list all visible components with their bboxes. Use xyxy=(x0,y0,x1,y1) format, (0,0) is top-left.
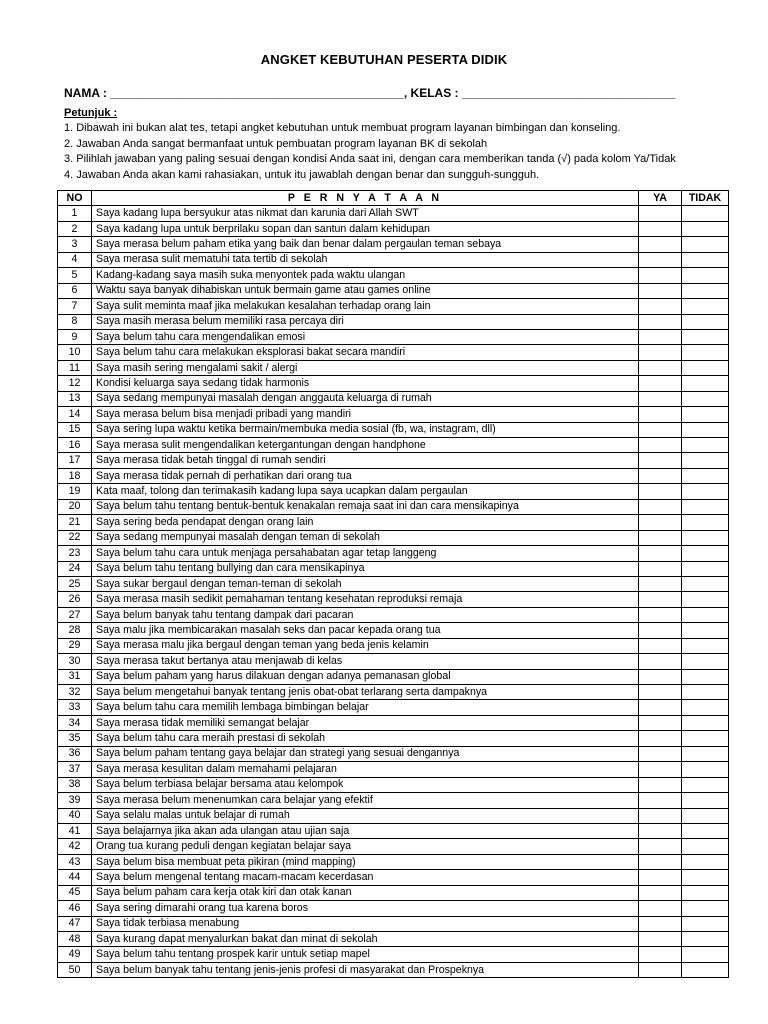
row-statement: Saya belum tahu cara melakukan eksplorasi bakat secara mandiri xyxy=(92,345,639,360)
row-number: 39 xyxy=(58,793,92,808)
answer-ya-cell[interactable] xyxy=(639,762,682,777)
row-number: 36 xyxy=(58,746,92,761)
table-row xyxy=(58,731,729,746)
answer-ya-cell[interactable] xyxy=(639,700,682,715)
answer-tidak-cell[interactable] xyxy=(682,654,729,669)
answer-tidak-cell[interactable] xyxy=(682,438,729,453)
row-number: 37 xyxy=(58,762,92,777)
answer-ya-cell[interactable] xyxy=(639,854,682,869)
row-statement: Saya kadang lupa bersyukur atas nikmat dan karunia dari Allah SWT xyxy=(92,206,639,221)
table-row xyxy=(58,685,729,700)
row-statement: Saya sedang mempunyai masalah dengan teman di sekolah xyxy=(92,530,639,545)
answer-ya-cell[interactable] xyxy=(639,607,682,622)
row-statement: Kondisi keluarga saya sedang tidak harmonis xyxy=(92,376,639,391)
answer-tidak-cell[interactable] xyxy=(682,823,729,838)
questionnaire-table xyxy=(57,190,729,978)
row-number: 22 xyxy=(58,530,92,545)
row-number: 28 xyxy=(58,623,92,638)
table-row xyxy=(58,546,729,561)
answer-tidak-cell[interactable] xyxy=(682,746,729,761)
instruction-item-4: 4. Jawaban Anda akan kami rahasiakan, untuk itu jawablah dengan benar dan sungguh-sungguh. xyxy=(64,168,540,181)
header-no: NO xyxy=(58,191,92,206)
answer-tidak-cell[interactable] xyxy=(682,546,729,561)
answer-tidak-cell[interactable] xyxy=(682,731,729,746)
row-statement: Kata maaf, tolong dan terimakasih kadang lupa saya ucapkan dalam pergaulan xyxy=(92,484,639,499)
answer-ya-cell[interactable] xyxy=(639,376,682,391)
table-row xyxy=(58,468,729,483)
table-row xyxy=(58,947,729,962)
instruction-item-2: 2. Jawaban Anda sangat bermanfaat untuk pembuatan program layanan BK di sekolah xyxy=(64,137,488,150)
header-ya: YA xyxy=(639,191,682,206)
row-number: 45 xyxy=(58,885,92,900)
row-number: 48 xyxy=(58,932,92,947)
table-row xyxy=(58,669,729,684)
row-statement: Saya belum paham tentang gaya belajar dan strategi yang sesuai dengannya xyxy=(92,746,639,761)
table-row xyxy=(58,299,729,314)
answer-tidak-cell[interactable] xyxy=(682,407,729,422)
answer-tidak-cell[interactable] xyxy=(682,484,729,499)
row-statement: Saya belum banyak tahu tentang jenis-jenis profesi di masyarakat dan Prospeknya xyxy=(92,962,639,977)
row-statement: Saya belum tahu cara mengendalikan emosi xyxy=(92,329,639,344)
answer-ya-cell[interactable] xyxy=(639,206,682,221)
answer-ya-cell[interactable] xyxy=(639,592,682,607)
row-statement: Saya belum tahu cara memilih lembaga bimbingan belajar xyxy=(92,700,639,715)
instructions-block xyxy=(64,106,676,183)
answer-ya-cell[interactable] xyxy=(639,932,682,947)
answer-tidak-cell[interactable] xyxy=(682,885,729,900)
answer-tidak-cell[interactable] xyxy=(682,700,729,715)
answer-ya-cell[interactable] xyxy=(639,746,682,761)
row-number: 5 xyxy=(58,268,92,283)
row-number: 44 xyxy=(58,870,92,885)
table-row xyxy=(58,576,729,591)
row-number: 15 xyxy=(58,422,92,437)
row-statement: Saya belum tahu tentang bullying dan cara mensikapinya xyxy=(92,561,639,576)
row-number: 23 xyxy=(58,546,92,561)
answer-ya-cell[interactable] xyxy=(639,623,682,638)
table-row xyxy=(58,654,729,669)
answer-tidak-cell[interactable] xyxy=(682,607,729,622)
row-statement: Kadang-kadang saya masih suka menyontek pada waktu ulangan xyxy=(92,268,639,283)
table-row xyxy=(58,453,729,468)
row-number: 12 xyxy=(58,376,92,391)
answer-ya-cell[interactable] xyxy=(639,638,682,653)
row-number: 8 xyxy=(58,314,92,329)
row-number: 18 xyxy=(58,468,92,483)
table-row xyxy=(58,438,729,453)
table-row xyxy=(58,515,729,530)
answer-ya-cell[interactable] xyxy=(639,823,682,838)
row-statement: Saya merasa tidak betah tinggal di rumah sendiri xyxy=(92,453,639,468)
answer-tidak-cell[interactable] xyxy=(682,561,729,576)
row-number: 17 xyxy=(58,453,92,468)
row-statement: Saya sering beda pendapat dengan orang lain xyxy=(92,515,639,530)
table-row xyxy=(58,823,729,838)
table-row xyxy=(58,808,729,823)
row-statement: Saya merasa sulit mengendalikan ketergantungan dengan handphone xyxy=(92,438,639,453)
row-statement: Saya malu jika membicarakan masalah seks dan pacar kepada orang tua xyxy=(92,623,639,638)
row-statement: Saya sering lupa waktu ketika bermain/membuka media sosial (fb, wa, instagram, dll) xyxy=(92,422,639,437)
row-statement: Saya merasa takut bertanya atau menjawab di kelas xyxy=(92,654,639,669)
answer-ya-cell[interactable] xyxy=(639,391,682,406)
row-statement: Saya tidak terbiasa menabung xyxy=(92,916,639,931)
row-statement: Saya merasa tidak memiliki semangat belajar xyxy=(92,715,639,730)
table-row xyxy=(58,360,729,375)
row-number: 29 xyxy=(58,638,92,653)
answer-tidak-cell[interactable] xyxy=(682,360,729,375)
row-number: 10 xyxy=(58,345,92,360)
answer-tidak-cell[interactable] xyxy=(682,669,729,684)
table-row xyxy=(58,422,729,437)
answer-ya-cell[interactable] xyxy=(639,685,682,700)
row-number: 6 xyxy=(58,283,92,298)
row-statement: Saya selalu malas untuk belajar di rumah xyxy=(92,808,639,823)
row-statement: Saya merasa masih sedikit pemahaman tentang kesehatan reproduksi remaja xyxy=(92,592,639,607)
table-header-row xyxy=(58,191,729,206)
row-statement: Saya sulit meminta maaf jika melakukan kesalahan terhadap orang lain xyxy=(92,299,639,314)
answer-tidak-cell[interactable] xyxy=(682,947,729,962)
row-number: 11 xyxy=(58,360,92,375)
row-number: 30 xyxy=(58,654,92,669)
document-title: ANGKET KEBUTUHAN PESERTA DIDIK xyxy=(260,52,508,67)
row-number: 50 xyxy=(58,962,92,977)
table-row xyxy=(58,916,729,931)
row-statement: Saya merasa kesulitan dalam memahami pelajaran xyxy=(92,762,639,777)
answer-tidak-cell[interactable] xyxy=(682,453,729,468)
table-row xyxy=(58,345,729,360)
answer-tidak-cell[interactable] xyxy=(682,576,729,591)
answer-ya-cell[interactable] xyxy=(639,731,682,746)
row-statement: Saya belum banyak tahu tentang dampak dari pacaran xyxy=(92,607,639,622)
row-number: 3 xyxy=(58,237,92,252)
answer-tidak-cell[interactable] xyxy=(682,468,729,483)
row-statement: Saya kurang dapat menyalurkan bakat dan minat di sekolah xyxy=(92,932,639,947)
answer-tidak-cell[interactable] xyxy=(682,901,729,916)
header-statement: P E R N Y A T A A N xyxy=(92,191,639,206)
row-statement: Saya belum tahu tentang bentuk-bentuk kenakalan remaja saat ini dan cara mensikapinya xyxy=(92,499,639,514)
table-row xyxy=(58,268,729,283)
table-row xyxy=(58,237,729,252)
answer-tidak-cell[interactable] xyxy=(682,777,729,792)
row-number: 13 xyxy=(58,391,92,406)
header-tidak: TIDAK xyxy=(682,191,729,206)
row-number: 35 xyxy=(58,731,92,746)
table-row xyxy=(58,592,729,607)
table-row xyxy=(58,221,729,236)
answer-ya-cell[interactable] xyxy=(639,669,682,684)
answer-ya-cell[interactable] xyxy=(639,499,682,514)
row-number: 4 xyxy=(58,252,92,267)
answer-ya-cell[interactable] xyxy=(639,515,682,530)
row-statement: Saya belum tahu tentang prospek karir untuk setiap mapel xyxy=(92,947,639,962)
row-number: 49 xyxy=(58,947,92,962)
answer-tidak-cell[interactable] xyxy=(682,314,729,329)
row-statement: Saya belum tahu cara untuk menjaga persahabatan agar tetap langgeng xyxy=(92,546,639,561)
table-row xyxy=(58,283,729,298)
row-statement: Saya kadang lupa untuk berprilaku sopan dan santun dalam kehidupan xyxy=(92,221,639,236)
table-row xyxy=(58,623,729,638)
table-row xyxy=(58,561,729,576)
answer-tidak-cell[interactable] xyxy=(682,499,729,514)
answer-tidak-cell[interactable] xyxy=(682,515,729,530)
row-statement: Saya sering dimarahi orang tua karena boros xyxy=(92,901,639,916)
table-row xyxy=(58,746,729,761)
table-row xyxy=(58,777,729,792)
table-row xyxy=(58,206,729,221)
table-row xyxy=(58,329,729,344)
instruction-item-3: 3. Pilihlah jawaban yang paling sesuai dengan kondisi Anda saat ini, dengan cara memberikan tanda (√) pada kolom Ya/Tidak xyxy=(64,153,676,166)
row-statement: Saya belum bisa membuat peta pikiran (mind mapping) xyxy=(92,854,639,869)
row-statement: Saya belajarnya jika akan ada ulangan atau ujian saja xyxy=(92,823,639,838)
row-number: 26 xyxy=(58,592,92,607)
row-statement: Saya sukar bergaul dengan teman-teman di sekolah xyxy=(92,576,639,591)
row-number: 41 xyxy=(58,823,92,838)
row-statement: Saya belum mengenal tentang macam-macam kecerdasan xyxy=(92,870,639,885)
answer-tidak-cell[interactable] xyxy=(682,329,729,344)
answer-tidak-cell[interactable] xyxy=(682,808,729,823)
answer-tidak-cell[interactable] xyxy=(682,623,729,638)
row-number: 46 xyxy=(58,901,92,916)
answer-ya-cell[interactable] xyxy=(639,345,682,360)
answer-tidak-cell[interactable] xyxy=(682,762,729,777)
answer-tidak-cell[interactable] xyxy=(682,530,729,545)
table-row xyxy=(58,715,729,730)
row-statement: Saya merasa sulit mematuhi tata tertib di sekolah xyxy=(92,252,639,267)
answer-ya-cell[interactable] xyxy=(639,530,682,545)
row-number: 19 xyxy=(58,484,92,499)
table-row xyxy=(58,962,729,977)
row-statement: Saya belum mengetahui banyak tentang jenis obat-obat terlarang serta dampaknya xyxy=(92,685,639,700)
answer-tidak-cell[interactable] xyxy=(682,283,729,298)
row-statement: Saya belum terbiasa belajar bersama atau kelompok xyxy=(92,777,639,792)
answer-ya-cell[interactable] xyxy=(639,808,682,823)
row-statement: Saya merasa belum bisa menjadi pribadi yang mandiri xyxy=(92,407,639,422)
row-number: 27 xyxy=(58,607,92,622)
answer-ya-cell[interactable] xyxy=(639,221,682,236)
answer-ya-cell[interactable] xyxy=(639,329,682,344)
answer-ya-cell[interactable] xyxy=(639,576,682,591)
row-number: 40 xyxy=(58,808,92,823)
answer-tidak-cell[interactable] xyxy=(682,268,729,283)
answer-ya-cell[interactable] xyxy=(639,453,682,468)
row-statement: Saya belum paham cara kerja otak kiri dan otak kanan xyxy=(92,885,639,900)
answer-ya-cell[interactable] xyxy=(639,299,682,314)
row-number: 38 xyxy=(58,777,92,792)
table-row xyxy=(58,314,729,329)
answer-tidak-cell[interactable] xyxy=(682,793,729,808)
row-statement: Saya belum tahu cara meraih prestasi di sekolah xyxy=(92,731,639,746)
answer-ya-cell[interactable] xyxy=(639,561,682,576)
answer-ya-cell[interactable] xyxy=(639,237,682,252)
instruction-item-1: 1. Dibawah ini bukan alat tes, tetapi angket kebutuhan untuk membuat program layanan bimbingan dan konseling. xyxy=(64,122,621,135)
answer-ya-cell[interactable] xyxy=(639,870,682,885)
row-number: 43 xyxy=(58,854,92,869)
row-number: 32 xyxy=(58,685,92,700)
answer-ya-cell[interactable] xyxy=(639,885,682,900)
row-number: 2 xyxy=(58,221,92,236)
answer-ya-cell[interactable] xyxy=(639,546,682,561)
row-statement: Saya sedang mempunyai masalah dengan anggauta keluarga di rumah xyxy=(92,391,639,406)
row-statement: Saya merasa tidak pernah di perhatikan dari orang tua xyxy=(92,468,639,483)
row-number: 1 xyxy=(58,206,92,221)
answer-tidak-cell[interactable] xyxy=(682,299,729,314)
row-number: 14 xyxy=(58,407,92,422)
answer-tidak-cell[interactable] xyxy=(682,376,729,391)
answer-ya-cell[interactable] xyxy=(639,360,682,375)
answer-tidak-cell[interactable] xyxy=(682,345,729,360)
table-row xyxy=(58,854,729,869)
table-row xyxy=(58,252,729,267)
answer-tidak-cell[interactable] xyxy=(682,592,729,607)
name-class-line: NAMA : ____________________________________________, KELAS : ________________________________ xyxy=(64,86,676,100)
answer-ya-cell[interactable] xyxy=(639,422,682,437)
table-row xyxy=(58,484,729,499)
answer-tidak-cell[interactable] xyxy=(682,206,729,221)
answer-tidak-cell[interactable] xyxy=(682,932,729,947)
answer-ya-cell[interactable] xyxy=(639,654,682,669)
table-row xyxy=(58,499,729,514)
row-number: 33 xyxy=(58,700,92,715)
answer-tidak-cell[interactable] xyxy=(682,638,729,653)
answer-ya-cell[interactable] xyxy=(639,839,682,854)
answer-ya-cell[interactable] xyxy=(639,314,682,329)
answer-ya-cell[interactable] xyxy=(639,793,682,808)
answer-tidak-cell[interactable] xyxy=(682,854,729,869)
answer-tidak-cell[interactable] xyxy=(682,422,729,437)
answer-tidak-cell[interactable] xyxy=(682,252,729,267)
table-row xyxy=(58,530,729,545)
table-row xyxy=(58,700,729,715)
row-statement: Saya merasa belum paham etika yang baik dan benar dalam pergaulan teman sebaya xyxy=(92,237,639,252)
row-number: 24 xyxy=(58,561,92,576)
answer-ya-cell[interactable] xyxy=(639,901,682,916)
answer-ya-cell[interactable] xyxy=(639,715,682,730)
table-row xyxy=(58,607,729,622)
table-row xyxy=(58,762,729,777)
answer-ya-cell[interactable] xyxy=(639,916,682,931)
row-number: 9 xyxy=(58,329,92,344)
answer-tidak-cell[interactable] xyxy=(682,715,729,730)
row-statement: Saya belum paham yang harus dilakuan dengan adanya pemanasan global xyxy=(92,669,639,684)
row-number: 31 xyxy=(58,669,92,684)
answer-tidak-cell[interactable] xyxy=(682,870,729,885)
table-row xyxy=(58,638,729,653)
table-row xyxy=(58,407,729,422)
table-row xyxy=(58,391,729,406)
answer-tidak-cell[interactable] xyxy=(682,839,729,854)
row-number: 34 xyxy=(58,715,92,730)
answer-ya-cell[interactable] xyxy=(639,407,682,422)
row-number: 42 xyxy=(58,839,92,854)
answer-ya-cell[interactable] xyxy=(639,777,682,792)
row-statement: Orang tua kurang peduli dengan kegiatan belajar saya xyxy=(92,839,639,854)
answer-tidak-cell[interactable] xyxy=(682,221,729,236)
row-statement: Waktu saya banyak dihabiskan untuk bermain game atau games online xyxy=(92,283,639,298)
answer-ya-cell[interactable] xyxy=(639,268,682,283)
answer-tidak-cell[interactable] xyxy=(682,237,729,252)
answer-tidak-cell[interactable] xyxy=(682,685,729,700)
row-statement: Saya merasa belum menenumkan cara belajar yang efektif xyxy=(92,793,639,808)
instructions-heading: Petunjuk : xyxy=(64,107,118,119)
answer-ya-cell[interactable] xyxy=(639,962,682,977)
answer-ya-cell[interactable] xyxy=(639,468,682,483)
table-row xyxy=(58,376,729,391)
table-row xyxy=(58,839,729,854)
table-row xyxy=(58,870,729,885)
row-statement: Saya masih sering mengalami sakit / alergi xyxy=(92,360,639,375)
row-number: 16 xyxy=(58,438,92,453)
answer-ya-cell[interactable] xyxy=(639,484,682,499)
table-row xyxy=(58,901,729,916)
row-number: 25 xyxy=(58,576,92,591)
table-row xyxy=(58,932,729,947)
row-statement: Saya merasa malu jika bergaul dengan teman yang beda jenis kelamin xyxy=(92,638,639,653)
row-number: 7 xyxy=(58,299,92,314)
answer-tidak-cell[interactable] xyxy=(682,962,729,977)
answer-tidak-cell[interactable] xyxy=(682,391,729,406)
answer-ya-cell[interactable] xyxy=(639,438,682,453)
answer-ya-cell[interactable] xyxy=(639,283,682,298)
row-number: 47 xyxy=(58,916,92,931)
row-number: 20 xyxy=(58,499,92,514)
table-row xyxy=(58,885,729,900)
answer-tidak-cell[interactable] xyxy=(682,916,729,931)
answer-ya-cell[interactable] xyxy=(639,252,682,267)
answer-ya-cell[interactable] xyxy=(639,947,682,962)
row-statement: Saya masih merasa belum memiliki rasa percaya diri xyxy=(92,314,639,329)
table-row xyxy=(58,793,729,808)
row-number: 21 xyxy=(58,515,92,530)
